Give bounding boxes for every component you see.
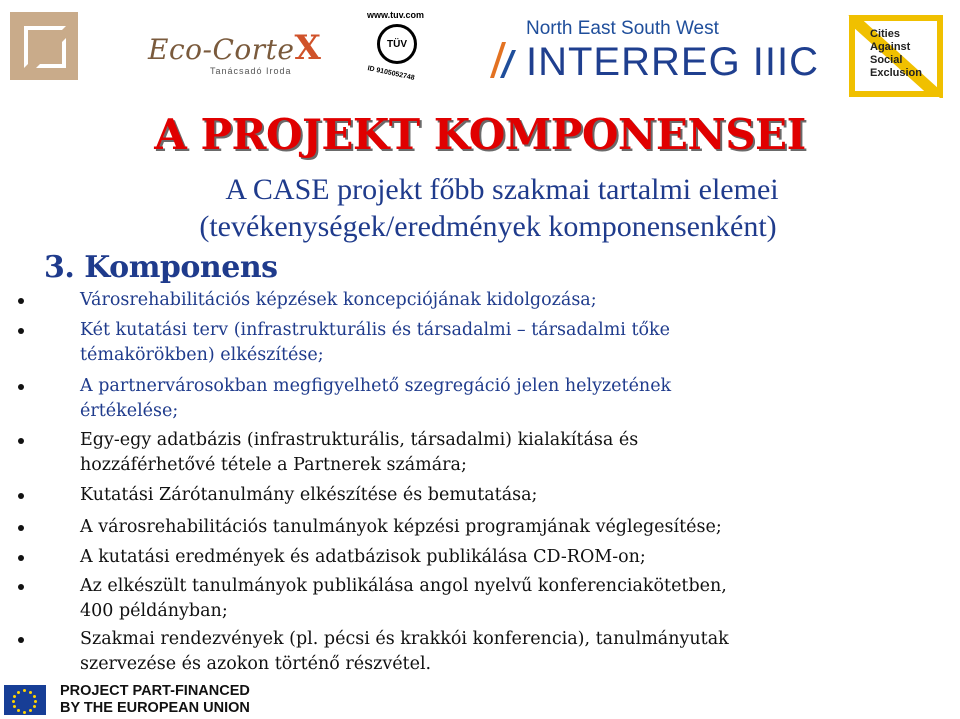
interreg-name: INTERREG IIIC [526, 40, 820, 84]
tuv-mark: TÜV [387, 39, 407, 50]
list-item-line: Egy-egy adatbázis (infrastrukturális, társadalmi) kialakítása és [80, 430, 639, 450]
list-item-line: Két kutatási terv (infrastrukturális és társadalmi – társadalmi tőke [80, 320, 670, 340]
cases-line-3: Social [870, 54, 903, 66]
page-title: A PROJEKT KOMPONENSEI [154, 110, 806, 159]
list-item [80, 483, 940, 508]
bullet-icon [18, 525, 24, 531]
list-item-line: témakörökben) elkészítése; [80, 345, 324, 365]
tuv-url: www.tuv.com [367, 10, 425, 20]
eu-line-2: BY THE EUROPEAN UNION [60, 700, 250, 716]
cases-line-2: Against [870, 41, 911, 53]
ecocortex-tagline: Tanácsadó Iroda [210, 66, 292, 76]
list-item [80, 515, 940, 540]
list-item-line: értékelése; [80, 401, 179, 421]
cases-line-4: Exclusion [870, 67, 922, 79]
list-item-line: Szakmai rendezvények (pl. pécsi és krakkói konferencia), tanulmányutak [80, 629, 729, 649]
bullet-icon [18, 384, 24, 390]
list-item [80, 428, 940, 478]
ecocortex-x: X [294, 28, 322, 68]
list-item-line: A kutatási eredmények és adatbázisok publikálása CD-ROM-on; [80, 547, 646, 567]
list-item-line: Az elkészült tanulmányok publikálása angol nyelvű konferenciakötetben, [80, 576, 727, 596]
subtitle-line-1: A CASE projekt főbb szakmai tartalmi elemei [225, 173, 779, 206]
list-item [80, 574, 940, 624]
eu-funding-notice [60, 683, 250, 717]
bullet-icon [18, 555, 24, 561]
bullet-icon [18, 584, 24, 590]
cases-line-1: Cities [870, 28, 900, 40]
interreg-tagline: North East South West [526, 18, 719, 39]
list-item-line: szervezése és azokon történő részvétel. [80, 654, 432, 674]
bullet-icon [18, 493, 24, 499]
bullet-icon [18, 328, 24, 334]
list-item-line: Kutatási Zárótanulmány elkészítése és bemutatása; [80, 485, 538, 505]
list-item [80, 374, 940, 424]
bullet-icon [18, 637, 24, 643]
bullet-icon [18, 298, 24, 304]
list-item [80, 627, 940, 677]
bullet-icon [18, 438, 24, 444]
list-item-line: A városrehabilitációs tanulmányok képzési programjának véglegesítése; [80, 517, 722, 537]
list-item [80, 545, 940, 570]
list-item [80, 318, 940, 368]
list-item [80, 288, 940, 313]
eu-flag-icon [4, 685, 46, 715]
subtitle-line-2: (tevékenységek/eredmények komponensenként) [199, 210, 777, 243]
component-heading: 3. Komponens [44, 250, 278, 285]
eu-line-1: PROJECT PART-FINANCED [60, 683, 250, 699]
list-item-line: hozzáférhetővé tétele a Partnerek számára; [80, 455, 467, 475]
ecocortex-name: Eco-Corte [148, 33, 295, 66]
list-item-line: Városrehabilitációs képzések koncepciójának kidolgozása; [80, 290, 597, 310]
tuv-id: ID 9105052748 [366, 65, 416, 82]
list-item-line: A partnervárosokban megfigyelhető szegregáció jelen helyzetének [80, 376, 672, 396]
list-item-line: 400 példányban; [80, 601, 228, 621]
